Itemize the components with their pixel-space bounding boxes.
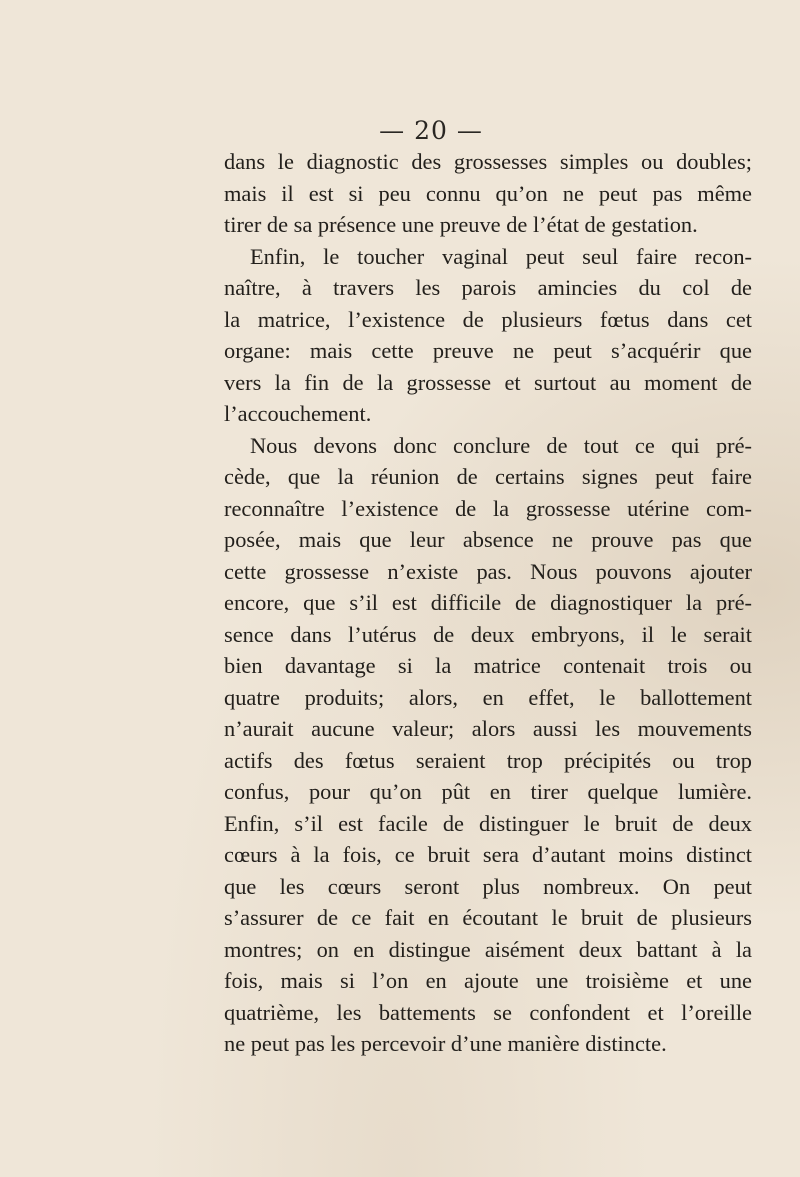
- text-line: fois, mais si l’on en ajoute une troisième et une: [224, 968, 752, 993]
- text-line: s’assurer de ce fait en écoutant le bruit de plusieurs: [224, 905, 752, 930]
- text-line: naître, à travers les parois amincies du col de: [224, 275, 752, 300]
- text-line: confus, pour qu’on pût en tirer quelque lumière.: [224, 779, 752, 804]
- body-text: [224, 146, 752, 1060]
- page-number: — 20 —: [379, 116, 483, 145]
- text-line: la matrice, l’existence de plusieurs fœtus dans cet: [224, 306, 752, 332]
- text-line: cœurs à la fois, ce bruit sera d’autant moins distinct: [224, 842, 752, 867]
- text-line: encore, que s’il est difficile de diagnostiquer la pré-: [224, 590, 752, 615]
- text-line: cette grossesse n’existe pas. Nous pouvons ajouter: [224, 558, 752, 584]
- text-line: quatrième, les battements se confondent et l’oreille: [224, 999, 752, 1025]
- text-line: montres; on en distingue aisément deux battant à la: [224, 936, 752, 962]
- text-line: reconnaître l’existence de la grossesse utérine com-: [224, 495, 752, 521]
- text-line: tirer de sa présence une preuve de l’état de gestation.: [224, 212, 698, 237]
- text-line: Enfin, le toucher vaginal peut seul faire recon-: [250, 243, 752, 269]
- text-line: sence dans l’utérus de deux embryons, il le serait: [224, 621, 752, 647]
- text-line: quatre produits; alors, en effet, le ballottement: [224, 684, 752, 710]
- text-line: ne peut pas les percevoir d’une manière distincte.: [224, 1031, 667, 1056]
- text-line: bien davantage si la matrice contenait trois ou: [224, 653, 752, 678]
- text-line: cède, que la réunion de certains signes peut faire: [224, 464, 752, 489]
- text-line: vers la fin de la grossesse et surtout au moment de: [224, 369, 752, 395]
- text-line: n’aurait aucune valeur; alors aussi les mouvements: [224, 716, 752, 741]
- text-line: que les cœurs seront plus nombreux. On peut: [224, 873, 752, 899]
- text-line: mais il est si peu connu qu’on ne peut pas même: [224, 180, 752, 206]
- text-line: Enfin, s’il est facile de distinguer le bruit de deux: [224, 810, 752, 836]
- text-line: Nous devons donc conclure de tout ce qui pré-: [250, 432, 752, 458]
- text-line: posée, mais que leur absence ne prouve pas que: [224, 527, 752, 552]
- text-line: l’accouchement.: [224, 401, 372, 426]
- text-line: dans le diagnostic des grossesses simples ou doubles;: [224, 149, 752, 174]
- text-line: organe: mais cette preuve ne peut s’acquérir que: [224, 338, 752, 363]
- text-line: actifs des fœtus seraient trop précipités ou trop: [224, 747, 752, 773]
